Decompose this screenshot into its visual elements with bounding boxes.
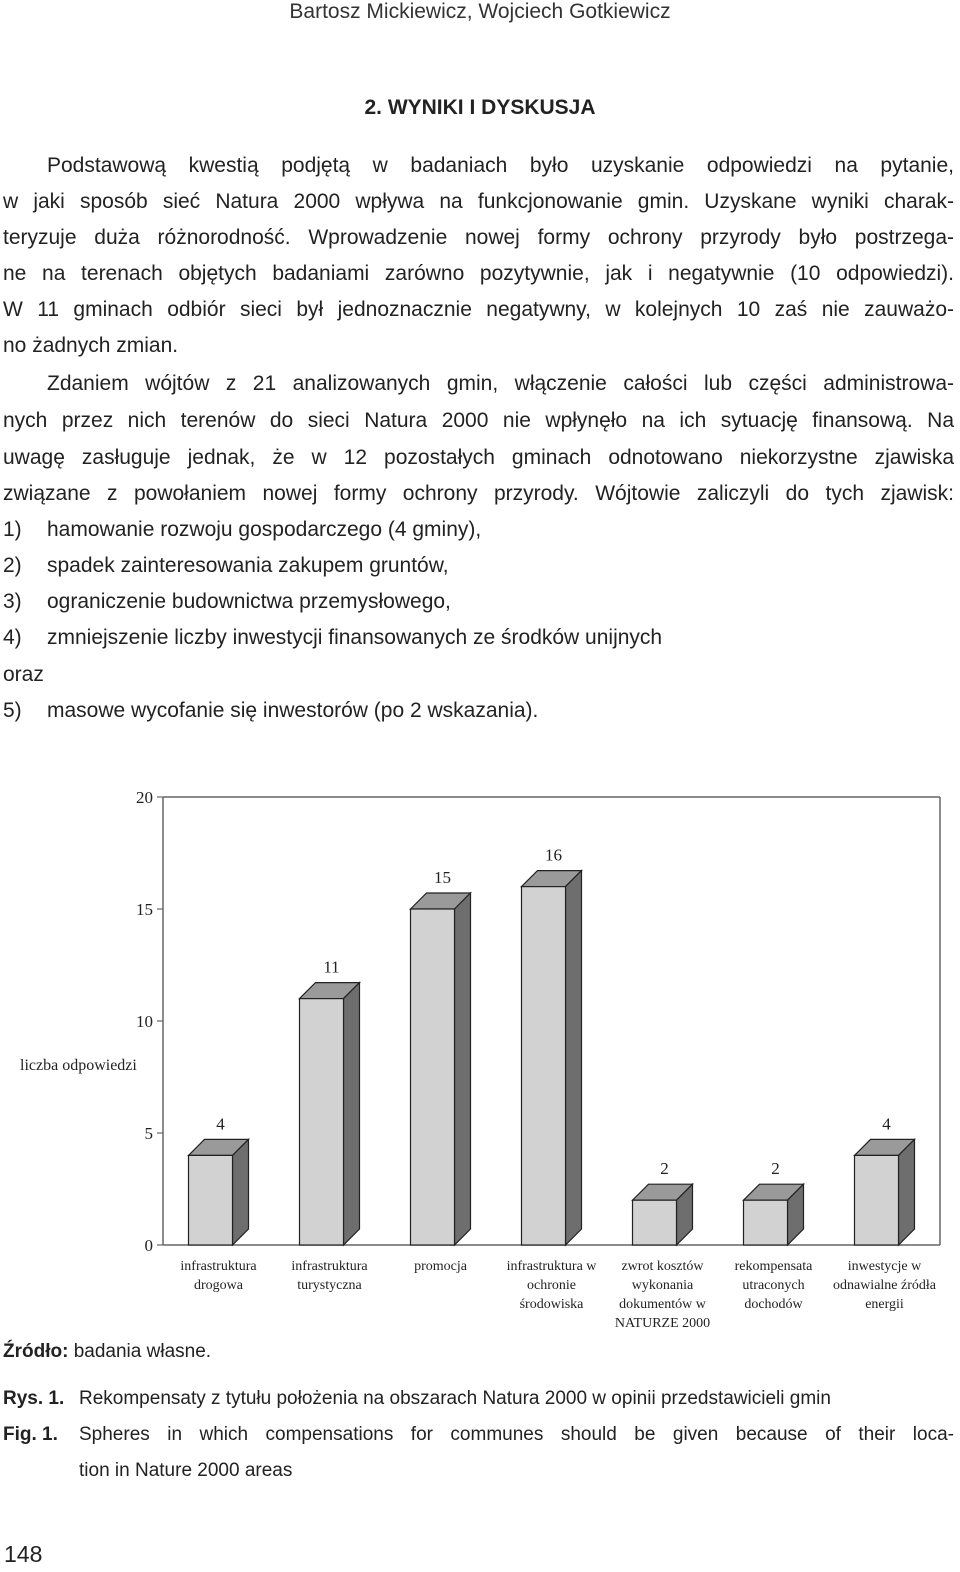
x-category-label: wykonania bbox=[631, 1278, 694, 1293]
list-item: hamowanie rozwoju gospodarczego (4 gminy), bbox=[47, 518, 482, 541]
bar-data-label: 2 bbox=[660, 1159, 669, 1179]
x-category-label: infrastruktura bbox=[291, 1259, 368, 1274]
bar-data-label: 4 bbox=[216, 1114, 225, 1134]
x-category-label: inwestycje w bbox=[847, 1259, 922, 1274]
bar-side-face bbox=[233, 1139, 249, 1245]
paragraph-1-line: w jaki sposób sieć Natura 2000 wpływa na funkcjonowanie gmin. Uzyskane wyniki charak- bbox=[3, 190, 954, 213]
bar-front-face bbox=[189, 1155, 233, 1245]
x-category-label: energii bbox=[865, 1297, 904, 1312]
bar bbox=[522, 871, 582, 1245]
y-tick-label: 5 bbox=[144, 1124, 153, 1143]
paragraph-1-line: W 11 gminach odbiór sieci był jednoznacznie negatywny, w kolejnych 10 zaś nie zauważo- bbox=[3, 298, 954, 321]
caption-text-pl: Rekompensaty z tytułu położenia na obszarach Natura 2000 w opinii przedstawicieli gmin bbox=[79, 1388, 831, 1409]
bar-front-face bbox=[300, 999, 344, 1245]
x-axis-categories bbox=[180, 1259, 936, 1331]
paragraph-2-line: związane z powołaniem nowej formy ochrony przyrody. Wójtowie zaliczyli do tych zjawisk: bbox=[3, 482, 954, 505]
bar-front-face bbox=[744, 1200, 788, 1245]
x-category-label: zwrot kosztów bbox=[621, 1259, 704, 1274]
y-axis-ticks bbox=[136, 788, 163, 1255]
caption-text-en: tion in Nature 2000 areas bbox=[79, 1460, 293, 1481]
bar-data-label: 4 bbox=[882, 1114, 891, 1134]
paragraph-1-line: no żadnych zmian. bbox=[3, 334, 179, 357]
bar bbox=[300, 983, 360, 1245]
y-tick-label: 15 bbox=[136, 900, 153, 919]
x-category-label: rekompensata bbox=[734, 1259, 813, 1274]
x-category-label: ochronie bbox=[527, 1278, 576, 1293]
paragraph-1-line: Podstawową kwestią podjętą w badaniach było uzyskanie odpowiedzi na pytanie, bbox=[47, 154, 954, 177]
section-heading: 2. WYNIKI I DYSKUSJA bbox=[364, 96, 596, 119]
x-category-label: NATURZE 2000 bbox=[614, 1316, 711, 1331]
bar bbox=[189, 1139, 249, 1245]
bar-data-label: 11 bbox=[323, 957, 340, 977]
x-category-label: środowiska bbox=[519, 1297, 584, 1312]
x-category-label: utraconych bbox=[742, 1278, 805, 1293]
y-tick-label: 20 bbox=[136, 788, 153, 807]
caption-text-en: Spheres in which compensations for communes should be given because of their loca- bbox=[79, 1424, 954, 1445]
caption-label-en: Fig. 1. bbox=[3, 1424, 58, 1445]
x-category-label: dokumentów w bbox=[619, 1297, 706, 1312]
bar-front-face bbox=[522, 887, 566, 1245]
bar bbox=[411, 893, 471, 1245]
y-axis-label: liczba odpowiedzi bbox=[20, 1057, 137, 1074]
x-category-label: infrastruktura bbox=[180, 1259, 257, 1274]
list-connector: oraz bbox=[3, 663, 44, 686]
bar-front-face bbox=[411, 909, 455, 1245]
list-item: spadek zainteresowania zakupem gruntów, bbox=[47, 554, 449, 577]
bar-data-label: 15 bbox=[434, 868, 451, 887]
bar-side-face bbox=[455, 893, 471, 1245]
x-category-label: turystyczna bbox=[297, 1278, 362, 1293]
running-head: Bartosz Mickiewicz, Wojciech Gotkiewicz bbox=[289, 0, 671, 23]
paragraph-1-line: teryzuje duża różnorodność. Wprowadzenie nowej formy ochrony przyrody było postrzega- bbox=[3, 226, 954, 249]
list-item-number: 2) bbox=[3, 554, 22, 577]
bar bbox=[855, 1139, 915, 1245]
x-category-label: dochodów bbox=[744, 1297, 803, 1312]
y-tick-label: 0 bbox=[144, 1236, 153, 1255]
source-label: Źródło: bbox=[3, 1341, 69, 1362]
bar-side-face bbox=[344, 983, 360, 1245]
bar-front-face bbox=[855, 1155, 899, 1245]
bar-data-label: 16 bbox=[545, 845, 562, 865]
y-tick-label: 10 bbox=[136, 1012, 153, 1031]
list-item-number: 1) bbox=[3, 518, 22, 541]
bar-side-face bbox=[566, 871, 582, 1245]
bar-data-label: 2 bbox=[771, 1159, 780, 1179]
list-item-number: 4) bbox=[3, 626, 22, 649]
list-item-number: 3) bbox=[3, 590, 22, 613]
bar-front-face bbox=[633, 1200, 677, 1245]
source-text: badania własne. bbox=[73, 1341, 212, 1362]
page-number: 148 bbox=[4, 1541, 43, 1567]
x-category-label: infrastruktura w bbox=[506, 1259, 597, 1274]
chart-bars bbox=[189, 846, 915, 1245]
list-item: ograniczenie budownictwa przemysłowego, bbox=[47, 590, 451, 613]
list-item-number: 5) bbox=[3, 699, 22, 722]
caption-label-pl: Rys. 1. bbox=[3, 1388, 65, 1409]
list-item: zmniejszenie liczby inwestycji finansowanych ze środków unijnych bbox=[47, 626, 663, 649]
x-category-label: odnawialne źródła bbox=[832, 1278, 937, 1293]
list-item: masowe wycofanie się inwestorów (po 2 wskazania). bbox=[47, 699, 539, 722]
figure-source bbox=[3, 1341, 211, 1363]
paragraph-2-line: uwagę zasługuje jednak, że w 12 pozostałych gminach odnotowano niekorzystne zjawiska bbox=[3, 446, 954, 469]
x-category-label: drogowa bbox=[194, 1278, 243, 1293]
bar-chart bbox=[0, 780, 960, 1335]
x-category-label: promocja bbox=[414, 1259, 467, 1274]
paragraph-2-line: nych przez nich terenów do sieci Natura 2000 nie wpłynęło na ich sytuację finansową. Na bbox=[3, 409, 954, 432]
bar-side-face bbox=[899, 1139, 915, 1245]
paragraph-1-line: ne na terenach objętych badaniami zarówno pozytywnie, jak i negatywnie (10 odpowiedzi). bbox=[3, 262, 954, 285]
bar bbox=[744, 1184, 804, 1245]
paragraph-2-line: Zdaniem wójtów z 21 analizowanych gmin, włączenie całości lub części administrowa- bbox=[47, 372, 954, 395]
bar bbox=[633, 1184, 693, 1245]
